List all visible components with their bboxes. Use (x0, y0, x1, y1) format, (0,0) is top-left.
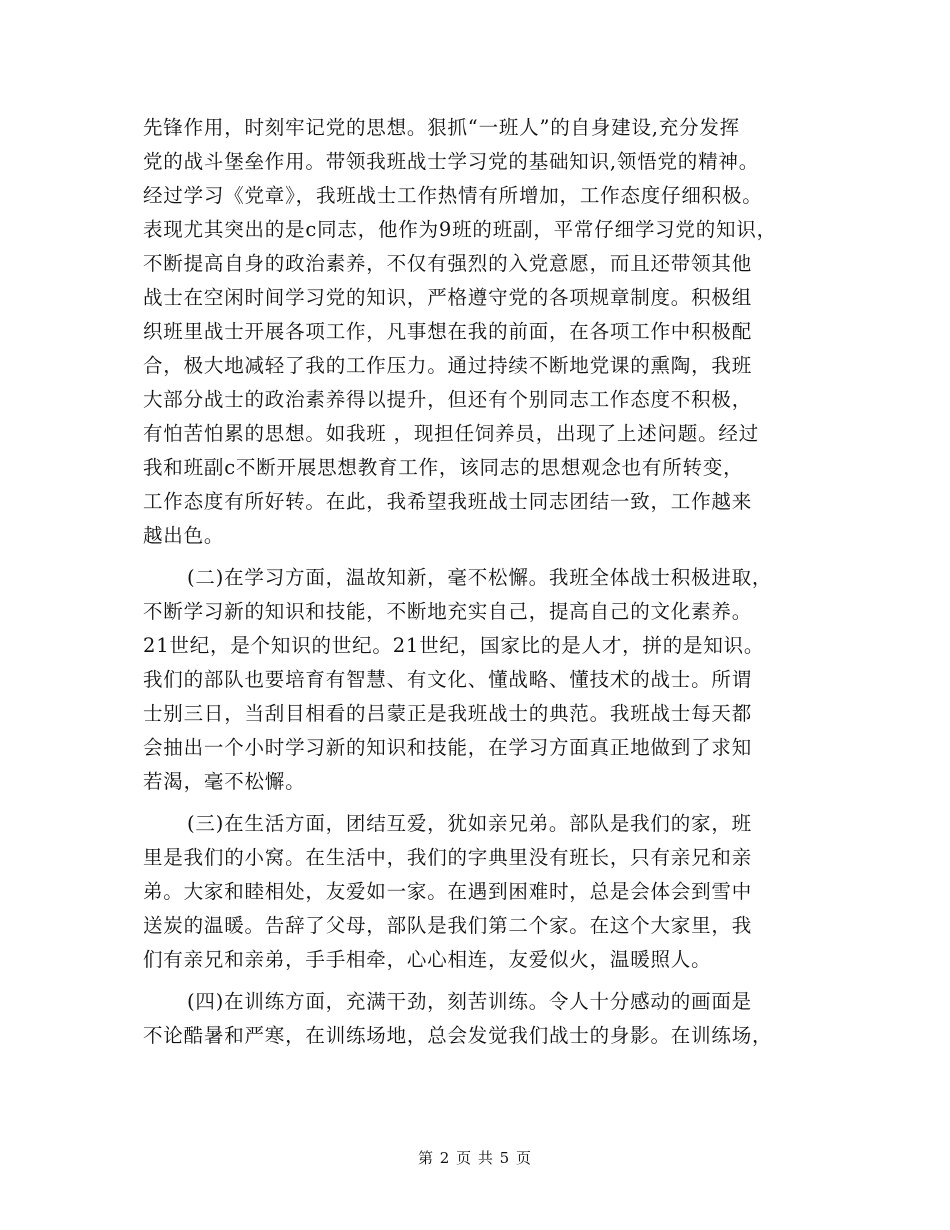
page-number-footer: 第 2 页 共 5 页 (418, 1149, 532, 1167)
text-line: 不断提高自身的政治素养，不仅有强烈的入党意愿，而且还带领其他 (143, 252, 753, 275)
text-line: 们有亲兄和亲弟，手手相牵，心心相连，友爱似火，温暖照人。 (143, 948, 712, 971)
text-line: 战士在空闲时间学习党的知识，严格遵守党的各项规章制度。积极组 (143, 286, 753, 309)
text-line: 士别三日，当刮目相看的吕蒙正是我班战士的典范。我班战士每天都 (143, 702, 753, 725)
text-line: 表现尤其突出的是c同志，他作为9班的班副，平常仔细学习党的知识， (143, 218, 777, 241)
text-line: 经过学习《党章》，我班战士工作热情有所增加，工作态度仔细积极。 (143, 184, 763, 207)
paragraph-heading-4: (四)在训练方面，充满干劲，刻苦训练。令人十分感动的画面是 (187, 990, 752, 1013)
text-line: 工作态度有所好转。在此，我希望我班战士同志团结一致，工作越来 (143, 490, 753, 513)
text-line: 大部分战士的政治素养得以提升，但还有个别同志工作态度不积极， (143, 388, 753, 411)
text-line: 我们的部队也要培育有智慧、有文化、懂战略、懂技术的战士。所谓 (143, 668, 753, 691)
text-line: 里是我们的小窝。在生活中，我们的字典里没有班长，只有亲兄和亲 (143, 846, 753, 869)
text-line: 越出色。 (143, 524, 225, 547)
paragraph-heading-2: (二)在学习方面，温故知新，毫不松懈。我班全体战士积极进取， (187, 566, 773, 589)
text-line: 织班里战士开展各项工作，凡事想在我的前面，在各项工作中积极配 (143, 320, 753, 343)
text-line: 送炭的温暖。告辞了父母，部队是我们第二个家。在这个大家里，我 (143, 914, 753, 937)
text-line: 有怕苦怕累的思想。如我班 ，现担任饲养员，出现了上述问题。经过 (143, 422, 759, 445)
text-line: 先锋作用，时刻牢记党的思想。狠抓“一班人”的自身建设,充分发挥 (143, 116, 740, 139)
text-line: 弟。大家和睦相处，友爱如一家。在遇到困难时，总是会体会到雪中 (143, 880, 753, 903)
text-line: 我和班副c不断开展思想教育工作，该同志的思想观念也有所转变， (143, 456, 744, 479)
text-line: 21世纪，是个知识的世纪。21世纪，国家比的是人才，拼的是知识。 (143, 634, 765, 657)
text-line: 合，极大地减轻了我的工作压力。通过持续不断地党课的熏陶，我班 (143, 354, 753, 377)
text-line: 不论酷暑和严寒，在训练场地，总会发觉我们战士的身影。在训练场， (143, 1024, 773, 1047)
paragraph-heading-3: (三)在生活方面，团结互爱，犹如亲兄弟。部队是我们的家，班 (187, 812, 752, 835)
text-line: 会抽出一个小时学习新的知识和技能，在学习方面真正地做到了求知 (143, 736, 753, 759)
text-line: 党的战斗堡垒作用。带领我班战士学习党的基础知识,领悟党的精神。 (143, 150, 759, 173)
text-line: 若渴，毫不松懈。 (143, 770, 306, 793)
text-line: 不断学习新的知识和技能，不断地充实自己，提高自己的文化素养。 (143, 600, 753, 623)
